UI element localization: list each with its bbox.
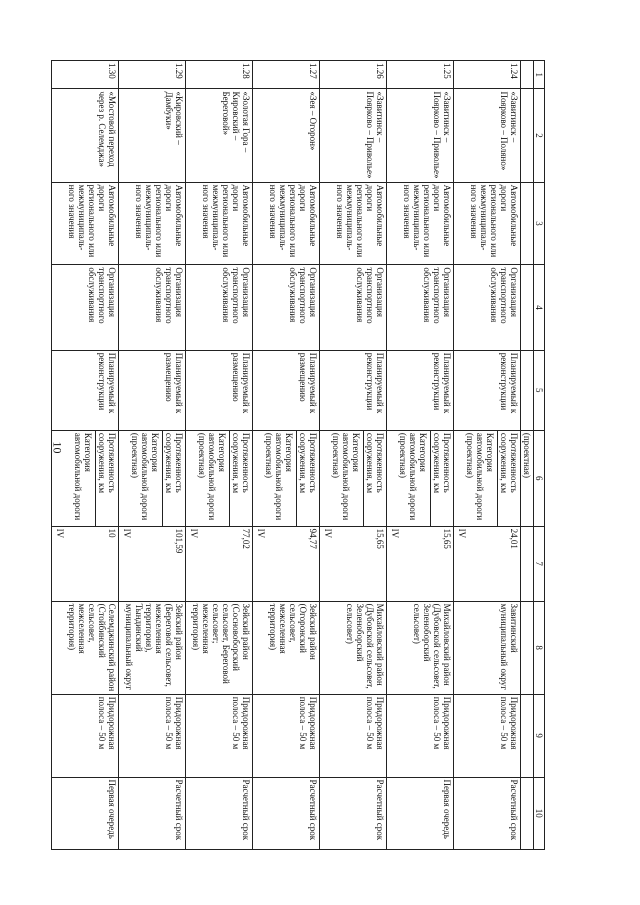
road-purpose: Организация транспортного обслуживания (52, 265, 119, 350)
protection-zone: Придорожная полоса – 50 м (186, 694, 253, 777)
length-value: 24,01 (509, 528, 519, 549)
length-value: 94,77 (308, 528, 318, 549)
protection-zone: Придорожная полоса – 50 м (320, 694, 387, 777)
table-row (387, 61, 454, 850)
row-number: 1.26 (320, 61, 387, 89)
parameter-category-label: Категория автомобильной дороги (проектная) (197, 432, 227, 521)
road-location: Завитинский муниципальный округ (454, 601, 521, 694)
row-number: 1.25 (387, 61, 454, 89)
road-status: Планируемый к реконструкции (387, 350, 454, 430)
continuation-text: (проектная) (521, 430, 534, 526)
road-parameters (186, 430, 253, 526)
road-values (119, 526, 186, 601)
length-value: 101,59 (174, 528, 184, 554)
protection-zone: Придорожная полоса – 50 м (387, 694, 454, 777)
road-type: Автомобильные дороги регионального или межмуниципаль-ного значения (253, 182, 320, 265)
row-number: 1.27 (253, 61, 320, 89)
table-row (253, 61, 320, 850)
road-type: Автомобильные дороги регионального или межмуниципаль-ного значения (320, 182, 387, 265)
road-location: Зейский район (Огоронский сельсовет, межселенная территория) (253, 601, 320, 694)
length-value: 10 (107, 528, 117, 538)
road-purpose: Организация транспортного обслуживания (320, 265, 387, 350)
road-parameters (119, 430, 186, 526)
parameter-length-label: Протяженность сооружения, км (229, 431, 251, 526)
parameter-category-label: Категория автомобильной дороги (проектная) (331, 432, 361, 521)
category-value: IV (55, 528, 65, 539)
category-value: IV (256, 528, 266, 539)
row-number: 1.24 (454, 61, 521, 89)
road-parameters (253, 430, 320, 526)
column-number: 7 (534, 526, 545, 601)
continuation-row (521, 61, 534, 850)
column-number: 5 (534, 350, 545, 430)
parameter-category-label: Категория автомобильной дороги (проектная) (264, 432, 294, 521)
table-body (52, 61, 545, 850)
road-type: Автомобильные дороги регионального или межмуниципаль-ного значения (119, 182, 186, 265)
parameter-length-label: Протяженность сооружения, км (95, 431, 117, 526)
protection-zone: Придорожная полоса – 50 м (253, 694, 320, 777)
road-values (454, 526, 521, 601)
road-parameters (52, 430, 119, 526)
table-row (119, 61, 186, 850)
road-type: Автомобильные дороги регионального или межмуниципаль-ного значения (387, 182, 454, 265)
parameter-category-label: Категория автомобильной дороги (73, 432, 93, 521)
implementation-term: Расчетный срок (119, 777, 186, 850)
category-value: IV (390, 528, 400, 539)
road-name: «Мостовой переход через р. Селемджа» (52, 89, 119, 182)
protection-zone: Придорожная полоса – 50 м (454, 694, 521, 777)
road-name: «Золотая Гора – Кировский – Береговой» (186, 89, 253, 182)
row-number: 1.28 (186, 61, 253, 89)
category-value: IV (457, 528, 467, 539)
implementation-term: Расчетный срок (253, 777, 320, 850)
road-type: Автомобильные дороги регионального или межмуниципаль-ного значения (186, 182, 253, 265)
column-number: 2 (534, 89, 545, 182)
column-number: 3 (534, 182, 545, 265)
road-location: Селемджинский район (Стойбинский сельсовет, межселенная территория) (52, 601, 119, 694)
road-status: Планируемый к размещению (253, 350, 320, 430)
implementation-term: Расчетный срок (186, 777, 253, 850)
road-location: Михайловский район (Дубовской сельсовет, Зеленоборский сельсовет) (387, 601, 454, 694)
parameter-length-label: Протяженность сооружения, км (497, 431, 519, 526)
road-values (52, 526, 119, 601)
road-status: Планируемый к размещению (119, 350, 186, 430)
road-purpose: Организация транспортного обслуживания (186, 265, 253, 350)
implementation-term: Расчетный срок (454, 777, 521, 850)
parameter-length-label: Протяженность сооружения, км (162, 431, 184, 526)
parameter-category-label: Категория автомобильной дороги (проектная) (130, 432, 160, 521)
parameter-category-label: Категория автомобильной дороги (проектная) (465, 432, 495, 521)
length-value: 77,02 (241, 528, 251, 549)
length-value: 15,65 (442, 528, 452, 549)
parameter-length-label: Протяженность сооружения, км (430, 431, 452, 526)
protection-zone: Придорожная полоса – 50 м (119, 694, 186, 777)
column-number-row (534, 61, 545, 850)
implementation-term: Первая очередь (387, 777, 454, 850)
parameter-length-label: Протяженность сооружения, км (296, 431, 318, 526)
road-location: Михайловский район (Дубовской сельсовет, Зеленоборский сельсовет) (320, 601, 387, 694)
road-name: «Зея – Огорон» (253, 89, 320, 182)
road-parameters (387, 430, 454, 526)
category-value: IV (323, 528, 333, 539)
protection-zone: Придорожная полоса – 50 м (52, 694, 119, 777)
category-value: IV (189, 528, 199, 539)
parameter-length-label: Протяженность сооружения, км (363, 431, 385, 526)
road-type: Автомобильные дороги регионального или межмуниципаль-ного значения (454, 182, 521, 265)
road-status: Планируемый к реконструкции (52, 350, 119, 430)
road-name: «Кировский – Дамбуки» (119, 89, 186, 182)
road-purpose: Организация транспортного обслуживания (387, 265, 454, 350)
road-name: «Завитинск – Поярково – Приволье» (387, 89, 454, 182)
road-values (253, 526, 320, 601)
road-parameters (454, 430, 521, 526)
road-values (320, 526, 387, 601)
road-status: Планируемый к реконструкции (454, 350, 521, 430)
length-value: 15,65 (375, 528, 385, 549)
table-row (186, 61, 253, 850)
road-register-table (51, 60, 545, 850)
road-status: Планируемый к реконструкции (320, 350, 387, 430)
table-row (320, 61, 387, 850)
implementation-term: Расчетный срок (320, 777, 387, 850)
road-location: Зейский район (Сосновоборский сельсовет, Береговой сельсовет; межселенная территория) (186, 601, 253, 694)
road-status: Планируемый к размещению (186, 350, 253, 430)
road-purpose: Организация транспортного обслуживания (253, 265, 320, 350)
column-number: 9 (534, 694, 545, 777)
road-type: Автомобильные дороги регионального или межмуниципаль-ного значения (52, 182, 119, 265)
row-number: 1.30 (52, 61, 119, 89)
table-row (454, 61, 521, 850)
road-name: «Завитинск – Поярково – Приволье» (320, 89, 387, 182)
road-purpose: Организация транспортного обслуживания (454, 265, 521, 350)
road-name: «Завитинск – Поярково – Поляно» (454, 89, 521, 182)
implementation-term: Первая очередь (52, 777, 119, 850)
parameter-category-label: Категория автомобильной дороги (проектная) (398, 432, 428, 521)
road-parameters (320, 430, 387, 526)
column-number: 6 (534, 430, 545, 526)
column-number: 1 (534, 61, 545, 89)
road-location: Зейский район (Береговой сельсовет, межселенная территория), Тындинский муниципальный округ (119, 601, 186, 694)
row-number: 1.29 (119, 61, 186, 89)
page-number: 10 (50, 441, 65, 454)
table-row (52, 61, 119, 850)
column-number: 8 (534, 601, 545, 694)
road-values (186, 526, 253, 601)
road-purpose: Организация транспортного обслуживания (119, 265, 186, 350)
category-value: IV (122, 528, 132, 539)
column-number: 10 (534, 777, 545, 850)
road-values (387, 526, 454, 601)
column-number: 4 (534, 265, 545, 350)
